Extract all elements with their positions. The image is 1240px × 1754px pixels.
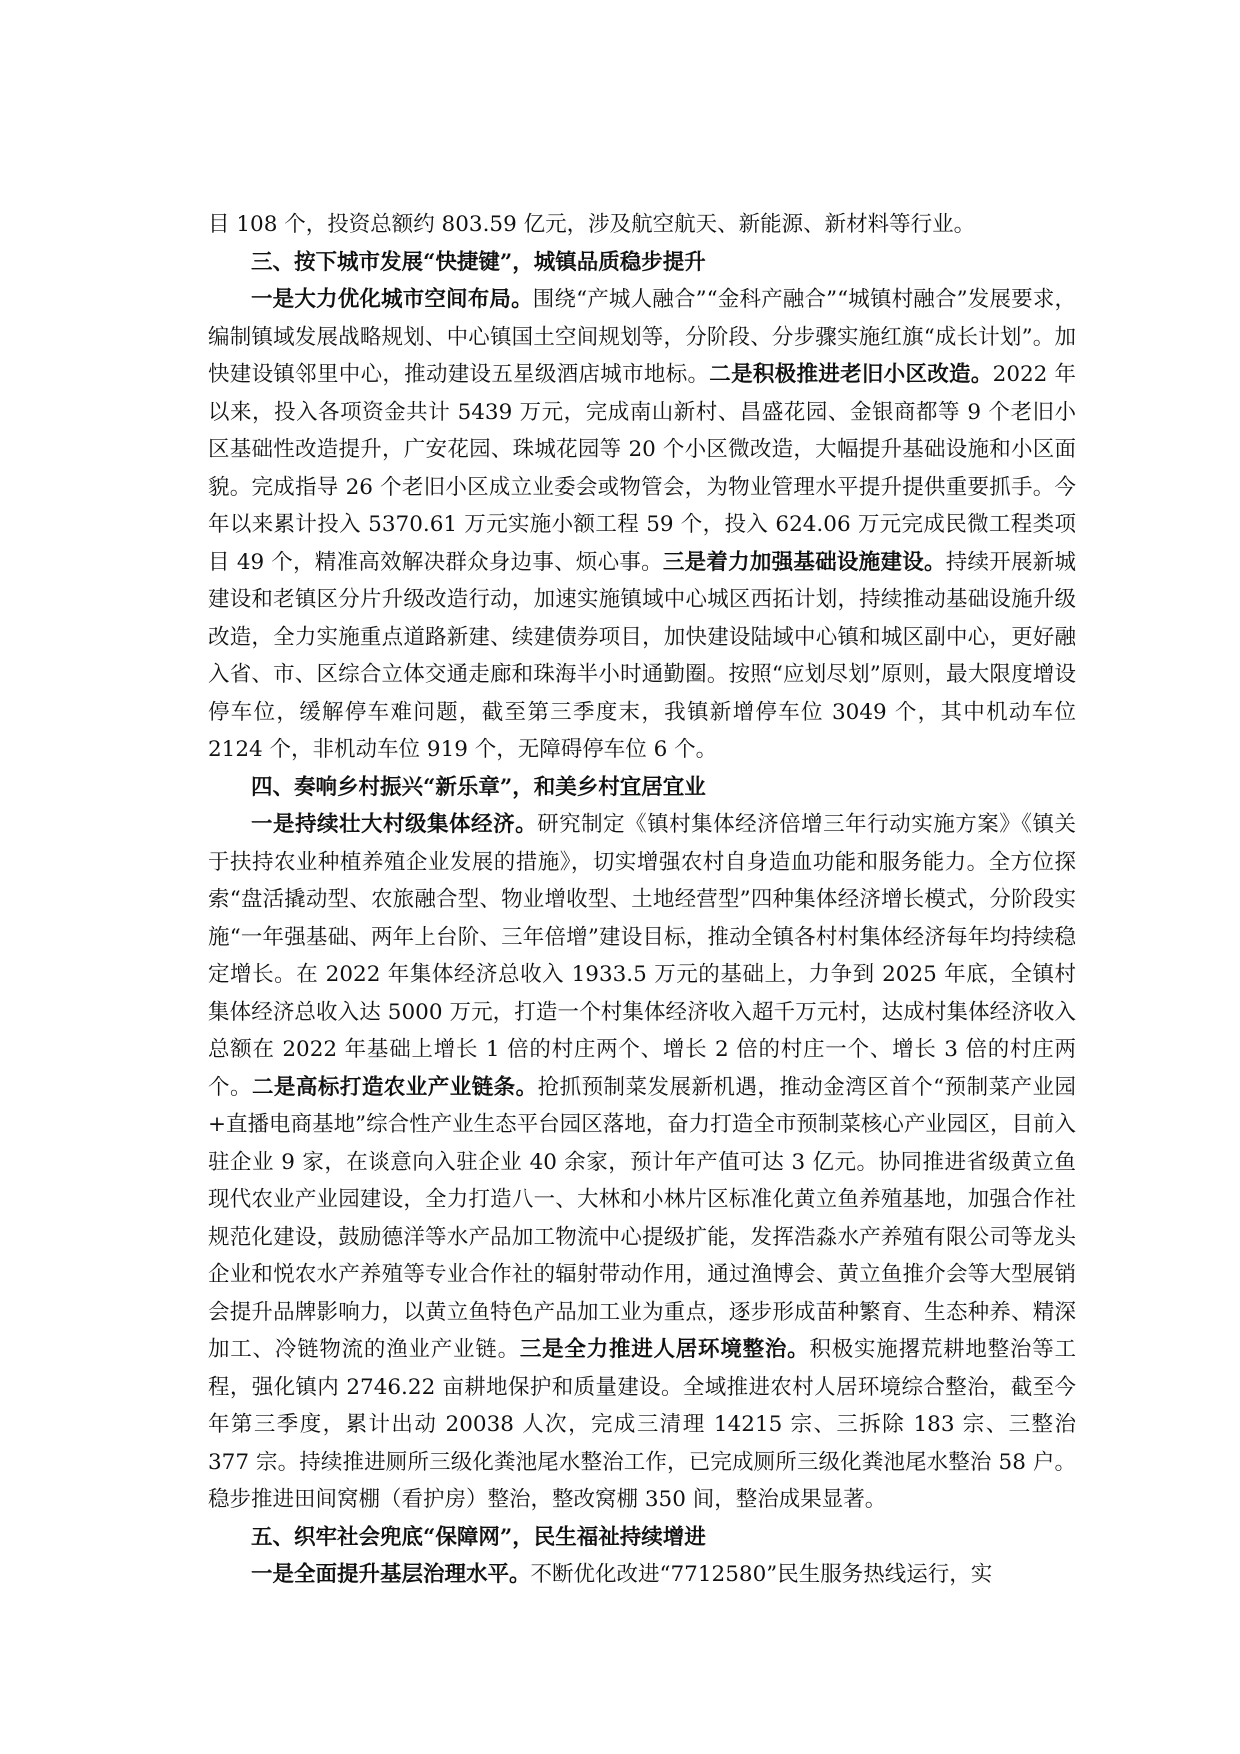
bold-lead-phrase: 三、按下城市发展“快捷键”，城镇品质稳步提升 — [251, 249, 706, 275]
body-text: 抢抓预制菜发展新机遇，推动金湾区首个“预制菜产业园+直播电商基地”综合性产业生态平台园区落地，奋力打造全市预制菜核心产业园区，目前入驻企业 9 家，在谈意向入驻企业 40 余家，预计年产值可达 3 亿元。协同推进省级黄立鱼现代农业产业园建设，全力打造八一、大林和小林片区标准化黄立鱼养殖基地，加强合作社规范化建设，鼓励德洋等水产品加工物流中心提级扩能，发挥浩淼水产养殖有限公司等龙头企业和悦农水产养殖等专业合作社的辐射带动作用，通过渔博会、黄立鱼推介会等大型展销会提升品牌影响力，以黄立鱼特色产品加工业为重点，逐步形成苗种繁育、生态种养、精深加工、冷链物流的渔业产业链。 — [208, 1074, 1076, 1362]
document-body — [208, 206, 1076, 1594]
section-heading — [208, 244, 1076, 282]
bold-lead-phrase: 二是积极推进老旧小区改造。 — [709, 362, 993, 387]
bold-lead-phrase: 一是大力优化城市空间布局。 — [251, 287, 533, 312]
bold-lead-phrase: 五、织牢社会兜底“保障网”，民生福祉持续增进 — [251, 1524, 706, 1550]
bold-lead-phrase: 一是持续壮大村级集体经济。 — [251, 812, 538, 837]
body-paragraph — [208, 1556, 1076, 1594]
body-text: 不断优化改进“7712580”民生服务热线运行，实 — [530, 1562, 993, 1587]
bold-lead-phrase: 一是全面提升基层治理水平。 — [251, 1562, 531, 1587]
body-text: 积极实施撂荒耕地整治等工程，强化镇内 2746.22 亩耕地保护和质量建设。全域推进农村人居环境综合整治，截至今年第三季度，累计出动 20038 人次，完成三清理 14215 宗、三拆除 183 宗、三整治 377 宗。持续推进厕所三级化粪池尾水整治工作，已完成厕所三级化粪池尾水整治 58 户。稳步推进田间窝棚（看护房）整治，整改窝棚 350 间，整治成果显著。 — [208, 1337, 1076, 1512]
body-text: 目 108 个，投资总额约 803.59 亿元，涉及航空航天、新能源、新材料等行业。 — [208, 212, 976, 237]
bold-lead-phrase: 三是着力加强基础设施建设。 — [662, 549, 946, 575]
body-paragraph — [208, 806, 1076, 1519]
body-paragraph — [208, 281, 1076, 769]
body-text: 2022 年以来，投入各项资金共计 5439 万元，完成南山新村、昌盛花园、金银商都等 9 个老旧小区基础性改造提升，广安花园、珠城花园等 20 个小区微改造，大幅提升基础设施和小区面貌。完成指导 26 个老旧小区成立业委会或物管会，为物业管理水平提升提供重要抓手。今年以来累计投入 5370.61 万元实施小额工程 59 个，投入 624.06 万元完成民微工程类项目 49 个，精准高效解决群众身边事、烦心事。 — [208, 362, 1076, 575]
bold-lead-phrase: 四、奏响乡村振兴“新乐章”，和美乡村宜居宜业 — [251, 774, 706, 800]
body-paragraph — [208, 206, 1076, 244]
body-text: 研究制定《镇村集体经济倍增三年行动实施方案》《镇关于扶持农业种植养殖企业发展的措施》，切实增强农村自身造血功能和服务能力。全方位探索“盘活撬动型、农旅融合型、物业增收型、土地经营型”四种集体经济增长模式，分阶段实施“一年强基础、两年上台阶、三年倍增”建设目标，推动全镇各村村集体经济每年均持续稳定增长。在 2022 年集体经济总收入 1933.5 万元的基础上，力争到 2025 年底，全镇村集体经济总收入达 5000 万元，打造一个村集体经济收入超千万元村，达成村集体经济收入总额在 2022 年基础上增长 1 倍的村庄两个、增长 2 倍的村庄一个、增长 3 倍的村庄两个。 — [208, 812, 1076, 1100]
bold-lead-phrase: 二是高标打造农业产业链条。 — [251, 1074, 538, 1100]
bold-lead-phrase: 三是全力推进人居环境整治。 — [519, 1337, 810, 1362]
body-text: 持续开展新城建设和老镇区分片升级改造行动，加速实施镇域中心城区西拓计划，持续推动基础设施升级改造，全力实施重点道路新建、续建债券项目，加快建设陆域中心镇和城区副中心，更好融入省、市、区综合立体交通走廊和珠海半小时通勤圈。按照“应划尽划”原则，最大限度增设停车位，缓解停车难问题，截至第三季度末，我镇新增停车位 3049 个，其中机动车位 2124 个，非机动车位 919 个，无障碍停车位 6 个。 — [208, 549, 1076, 762]
body-text: 围绕“产城人融合”“金科产融合”“城镇村融合”发展要求，编制镇域发展战略规划、中心镇国土空间规划等，分阶段、分步骤实施红旗“成长计划”。加快建设镇邻里中心，推动建设五星级酒店城市地标。 — [208, 287, 1076, 387]
section-heading — [208, 1519, 1076, 1557]
section-heading — [208, 769, 1076, 807]
